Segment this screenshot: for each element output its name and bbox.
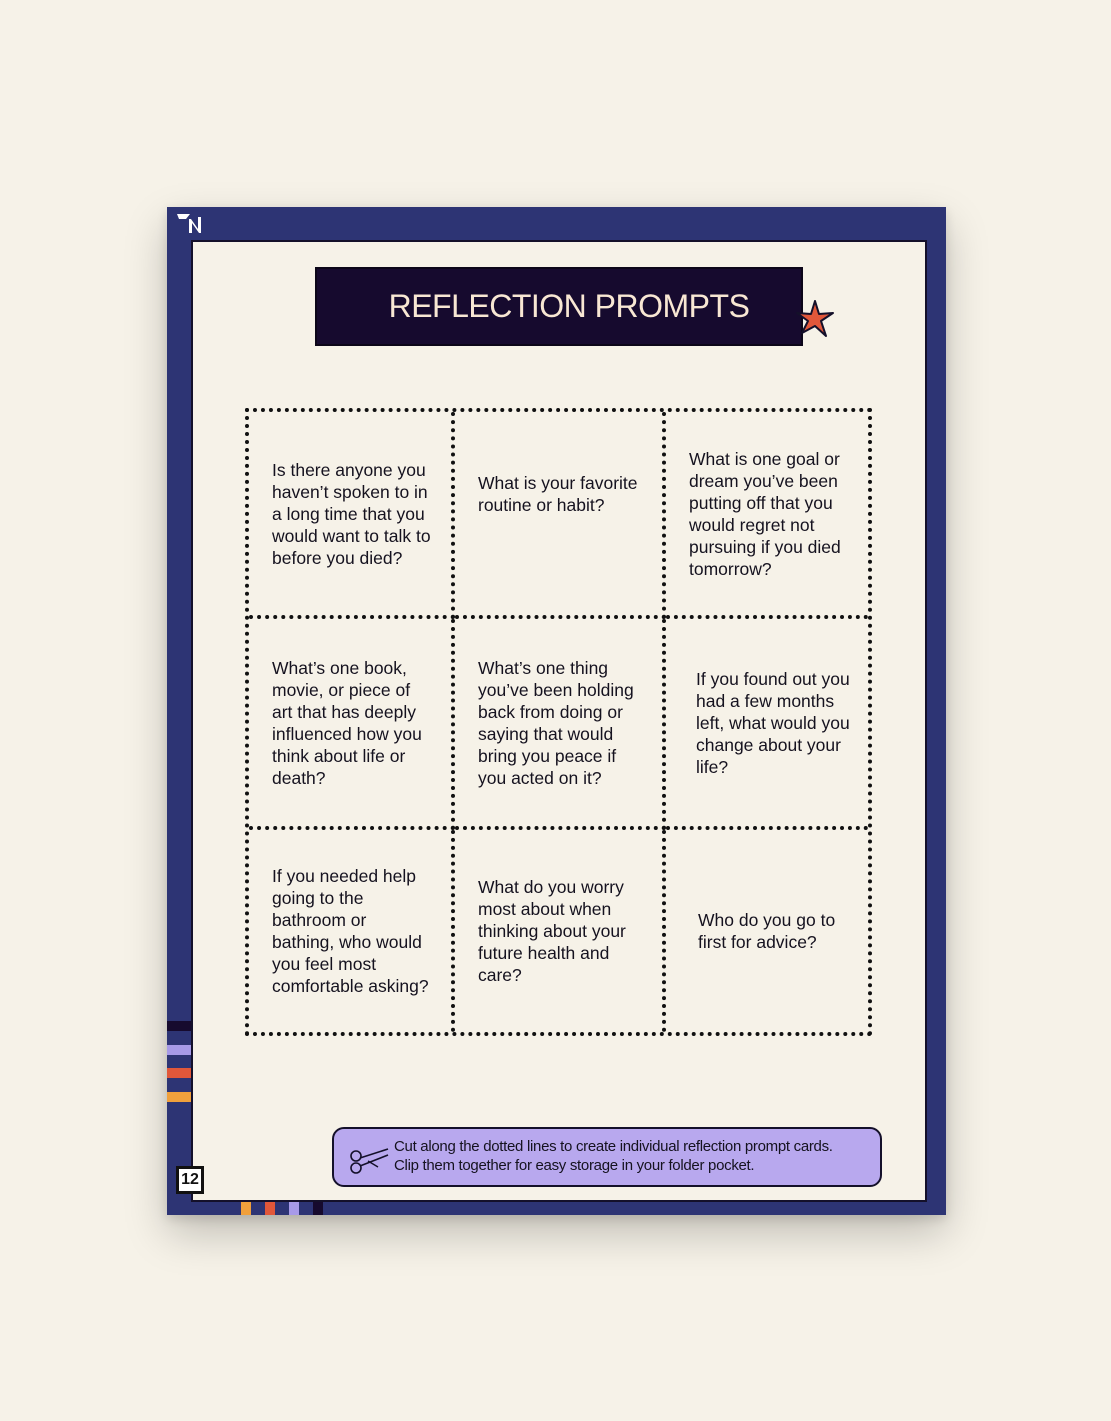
page-number: 12 (176, 1166, 204, 1194)
instructions-box (332, 1127, 882, 1187)
prompt-text: What’s one thing you’ve been holding back from doing or saying that would bring you peace if you acted on it? (478, 657, 634, 788)
prompt-text: If you needed help going to the bathroom or bathing, who would you feel most comfortable asking? (272, 866, 429, 996)
prompt-card-grid (245, 408, 872, 1036)
prompt-text: If you found out you had a few months left, what would you change about your life? (696, 668, 850, 777)
prompt-card (455, 412, 666, 619)
color-stripe (289, 1201, 299, 1215)
scissors-icon (348, 1143, 390, 1177)
color-stripe (265, 1201, 275, 1215)
instructions-text (394, 1137, 833, 1175)
instructions-line: Clip them together for easy storage in your folder pocket. (394, 1157, 755, 1174)
page-title: REFLECTION PROMPTS (388, 288, 750, 324)
prompt-text: Is there anyone you haven’t spoken to in a long time that you would want to talk to before you died? (272, 459, 431, 568)
prompt-text: What is your favorite routine or habit? (478, 472, 638, 515)
color-stripe (241, 1201, 251, 1215)
prompt-text: What’s one book, movie, or piece of art that has deeply influenced how you think about life or death? (272, 657, 422, 788)
prompt-card (249, 619, 455, 830)
prompt-card (666, 619, 868, 830)
prompt-card (455, 830, 666, 1032)
color-stripe (313, 1201, 323, 1215)
prompt-card (666, 830, 868, 1032)
page-content (191, 240, 927, 1202)
color-stripe (167, 1021, 191, 1031)
prompt-text: What do you worry most about when thinking about your future health and care? (478, 877, 626, 985)
prompt-card (249, 412, 455, 619)
logo-icon (176, 212, 204, 234)
page-frame (167, 207, 946, 1215)
color-stripe (167, 1068, 191, 1078)
prompt-card (666, 412, 868, 619)
color-stripe (167, 1092, 191, 1102)
prompt-text: Who do you go to first for advice? (698, 910, 836, 952)
title-banner (315, 267, 803, 346)
color-stripe (167, 1045, 191, 1055)
instructions-line: Cut along the dotted lines to create individual reflection prompt cards. (394, 1138, 833, 1155)
prompt-card (455, 619, 666, 830)
prompt-card (249, 830, 455, 1032)
star-icon (795, 299, 835, 339)
prompt-text: What is one goal or dream you’ve been putting off that you would regret not pursuing if you died tomorrow? (689, 448, 841, 579)
